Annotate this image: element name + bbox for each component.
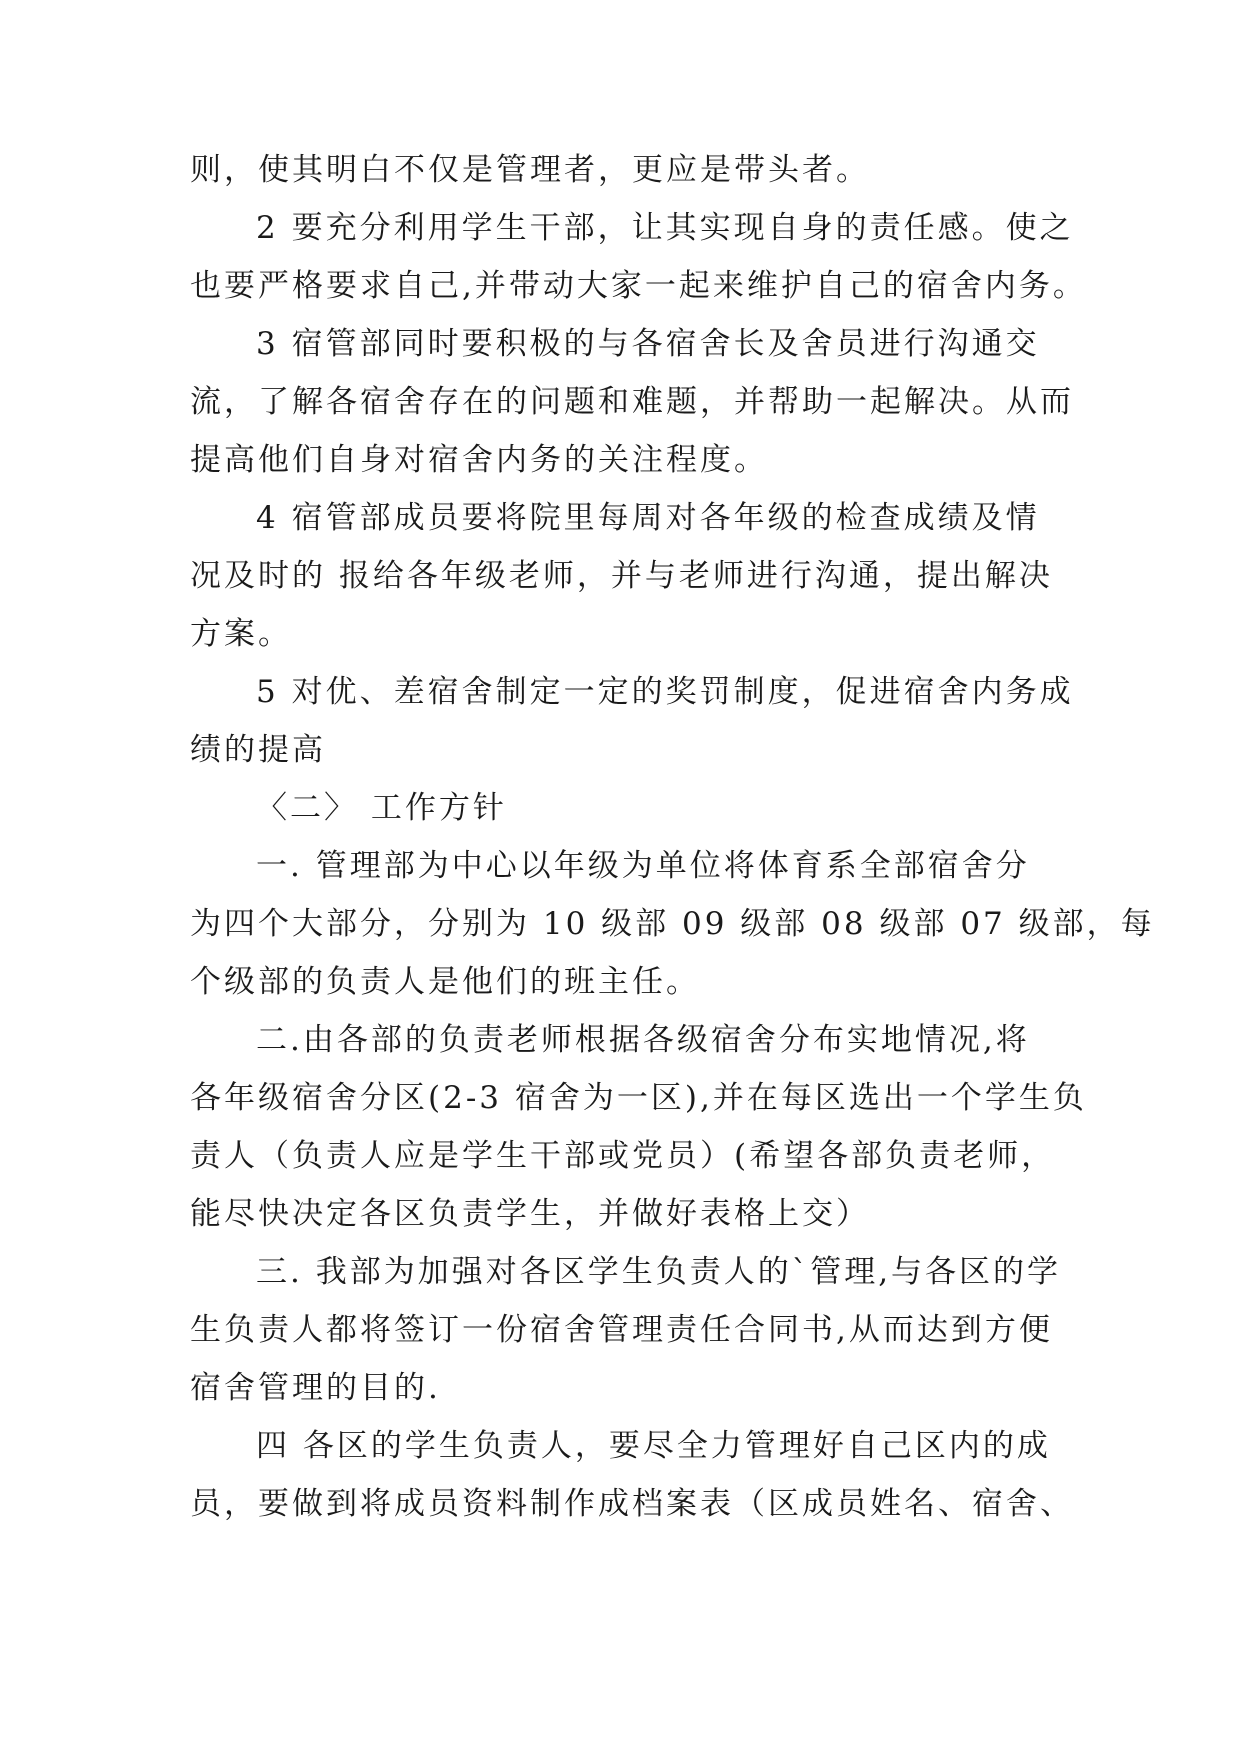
text-line: 二.由各部的负责老师根据各级宿舍分布实地情况,将	[256, 1022, 1030, 1058]
text-line: 3 宿管部同时要积极的与各宿舍长及舍员进行沟通交	[256, 326, 1040, 362]
text-line: 5 对优、差宿舍制定一定的奖罚制度，促进宿舍内务成	[256, 674, 1074, 710]
text-line: 提高他们自身对宿舍内务的关注程度。	[190, 442, 768, 478]
text-line: 个级部的负责人是他们的班主任。	[190, 964, 700, 1000]
text-line: 况及时的 报给各年级老师，并与老师进行沟通，提出解决	[190, 558, 1053, 594]
text-line: 员，要做到将成员资料制作成档案表（区成员姓名、宿舍、	[190, 1486, 1074, 1522]
text-line: 能尽快决定各区负责学生，并做好表格上交）	[190, 1196, 870, 1232]
text-line: 则，使其明白不仅是管理者，更应是带头者。	[190, 152, 870, 188]
text-line: 为四个大部分，分别为 10 级部 09 级部 08 级部 07 级部，每	[190, 906, 1155, 942]
text-line: 一. 管理部为中心以年级为单位将体育系全部宿舍分	[256, 848, 1030, 884]
text-line: 生负责人都将签订一份宿舍管理责任合同书,从而达到方便	[190, 1312, 1053, 1348]
text-line: 三. 我部为加强对各区学生负责人的`管理,与各区的学	[256, 1254, 1062, 1290]
text-line: 四 各区的学生负责人，要尽全力管理好自己区内的成	[256, 1428, 1051, 1464]
text-line: 4 宿管部成员要将院里每周对各年级的检查成绩及情	[256, 500, 1040, 536]
text-line: 责人（负责人应是学生干部或党员）(希望各部负责老师，	[190, 1138, 1056, 1174]
text-line: 绩的提高	[190, 732, 326, 768]
text-line: 2 要充分利用学生干部，让其实现自身的责任感。使之	[256, 210, 1074, 246]
text-line: 宿舍管理的目的.	[190, 1370, 441, 1406]
text-line: 也要严格要求自己,并带动大家一起来维护自己的宿舍内务。	[190, 268, 1087, 304]
text-line: 流，了解各宿舍存在的问题和难题，并帮助一起解决。从而	[190, 384, 1074, 420]
text-line: 各年级宿舍分区(2-3 宿舍为一区),并在每区选出一个学生负	[190, 1080, 1087, 1116]
section-heading: 〈二〉 工作方针	[256, 790, 507, 826]
text-line: 方案。	[190, 616, 292, 652]
